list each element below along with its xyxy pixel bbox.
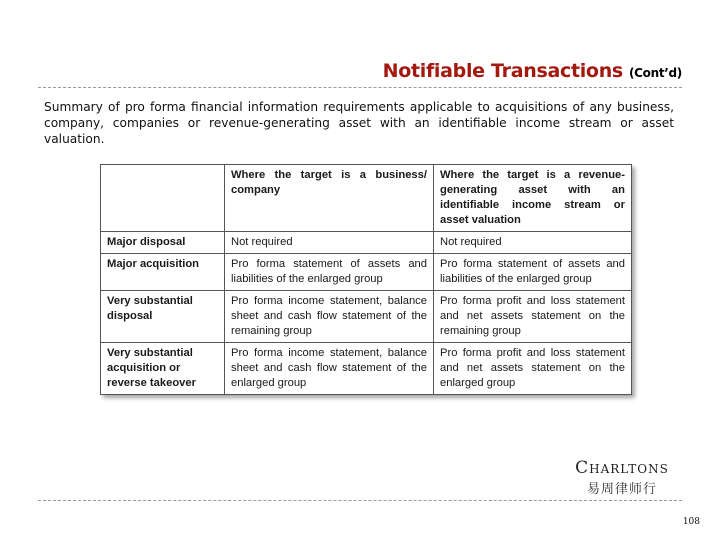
cell-business: Pro forma statement of assets and liabilities of the enlarged group: [225, 254, 434, 291]
cell-business: Pro forma income statement, balance sheet and cash flow statement of the enlarged group: [225, 343, 434, 395]
table-row: [101, 343, 632, 395]
table-row: [101, 291, 632, 343]
charltons-logo: [562, 458, 682, 497]
row-label: Very substantial acquisition or reverse takeover: [101, 343, 225, 395]
table-header-row: [101, 165, 632, 232]
cell-asset: Not required: [434, 232, 632, 254]
slide-title-main: Notifiable Transactions: [382, 60, 623, 82]
cell-asset: Pro forma profit and loss statement and net assets statement on the enlarged group: [434, 343, 632, 395]
cell-asset: Pro forma profit and loss statement and net assets statement on the remaining group: [434, 291, 632, 343]
slide-title: [383, 60, 682, 82]
requirements-table: [100, 164, 632, 395]
footer-divider: [38, 500, 682, 501]
page-number: 108: [682, 517, 700, 527]
logo-chinese-name: 易周律师行: [586, 482, 657, 497]
row-label: Major disposal: [101, 232, 225, 254]
row-label: Major acquisition: [101, 254, 225, 291]
header-divider: [38, 87, 682, 88]
slide-title-suffix: (Cont’d): [628, 66, 682, 80]
cell-asset: Pro forma statement of assets and liabilities of the enlarged group: [434, 254, 632, 291]
header-cell-asset: Where the target is a revenue-generating asset with an identifiable income stream or asset valuation: [434, 165, 632, 232]
table-row: [101, 254, 632, 291]
intro-paragraph: Summary of pro forma financial information requirements applicable to acquisitions of any business, company, companies or revenue-generating asset with an identifiable income stream or asset valuation.: [44, 100, 674, 146]
header-cell-business: Where the target is a business/ company: [225, 165, 434, 232]
row-label: Very substantial disposal: [101, 291, 225, 343]
logo-english-name: Charltons: [575, 458, 669, 478]
cell-business: Not required: [225, 232, 434, 254]
table-row: [101, 232, 632, 254]
header-cell-empty: [101, 165, 225, 232]
cell-business: Pro forma income statement, balance sheet and cash flow statement of the remaining group: [225, 291, 434, 343]
